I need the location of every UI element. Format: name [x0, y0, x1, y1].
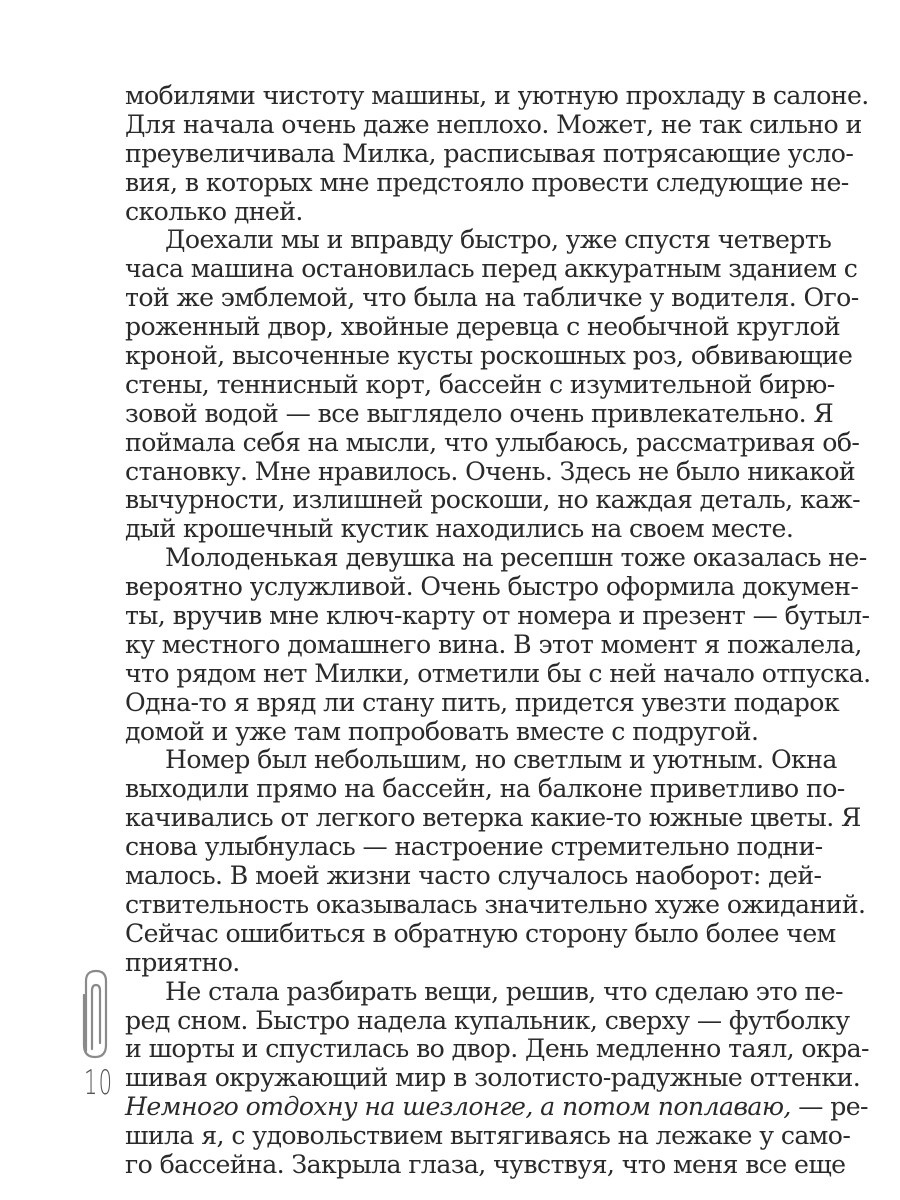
- paragraph-1: [125, 81, 869, 226]
- paragraph-5: [125, 976, 869, 1180]
- text-line: малось. В моей жизни часто случалось наоборот: дей-: [125, 861, 822, 891]
- text-line: снова улыбнулась — настроение стремительно подни-: [125, 832, 823, 862]
- text-line: шивая окружающий мир в золотисто-радужные оттенки.: [125, 1063, 861, 1093]
- text-line: сколько дней.: [125, 196, 303, 226]
- text-line: вия, в которых мне предстояло провести следующие не-: [125, 167, 849, 197]
- paragraph-3: [125, 543, 871, 746]
- text-line: роженный двор, хвойные деревца с необычной круглой: [125, 312, 841, 342]
- text-line: Молоденькая девушка на ресепшн тоже оказалась не-: [165, 543, 867, 573]
- text-line: го бассейна. Закрыла глаза, чувствуя, что меня все еще: [125, 1149, 846, 1179]
- text-line: Для начала очень даже неплохо. Может, не так сильно и: [125, 109, 862, 139]
- text-line-mixed: [125, 1092, 868, 1122]
- text-line: кроной, высоченные кусты роскошных роз, обвивающие: [125, 341, 853, 371]
- text-line: преувеличивала Милка, расписывая потрясающие усло-: [125, 138, 854, 168]
- text-line: той же эмблемой, что была на табличке у водителя. Ого-: [125, 283, 859, 313]
- text-line: качивались от легкого ветерка какие-то южные цветы. Я: [125, 803, 861, 833]
- text-line: домой и уже там попробовать вместе с подругой.: [125, 716, 759, 746]
- text-line: ку местного домашнего вина. В этот момент я пожалела,: [125, 629, 862, 659]
- text-line: ствительность оказывалась значительно хуже ожиданий.: [125, 889, 866, 919]
- text-line: зовой водой — все выглядело очень привлекательно. Я: [125, 398, 834, 428]
- text-line: ты, вручив мне ключ-карту от номера и презент — бутыл-: [125, 601, 870, 631]
- text-line: что рядом нет Милки, отметили бы с ней начало отпуска.: [125, 658, 871, 688]
- text-line: часа машина остановилась перед аккуратным зданием с: [125, 254, 858, 284]
- text-line: и шорты и спустилась во двор. День медленно таял, окра-: [125, 1034, 869, 1064]
- text-line: Не стала разбирать вещи, решив, что сделаю это пе-: [165, 976, 843, 1006]
- text-line: поймала себя на мысли, что улыбаюсь, рассматривая об-: [125, 427, 860, 457]
- text-line: Доехали мы и вправду быстро, уже спустя четверть: [165, 225, 832, 255]
- text-line: становку. Мне нравилось. Очень. Здесь не было никакой: [125, 456, 856, 486]
- text-line: мобилями чистоту машины, и уютную прохладу в салоне.: [125, 81, 869, 110]
- paragraph-4: [125, 745, 866, 977]
- text-line: вычурности, излишней роскоши, но каждая деталь, каж-: [125, 485, 860, 515]
- text-line: Номер был небольшим, но светлым и уютным. Окна: [165, 745, 837, 775]
- body-text: [125, 81, 871, 1180]
- text-line: Одна-то я вряд ли стану пить, придется увезти подарок: [125, 687, 840, 717]
- paragraph-2: [125, 225, 860, 544]
- text-line: выходили прямо на бассейн, на балконе приветливо по-: [125, 774, 845, 804]
- text-line: ред сном. Быстро надела купальник, сверху — футболку: [125, 1005, 850, 1035]
- text-line: вероятно услужливой. Очень быстро оформила докумен-: [125, 572, 859, 602]
- italic-thought: Немного отдохну на шезлонге, а потом поплаваю,: [125, 1092, 791, 1122]
- text-line: шила я, с удовольствием вытягиваясь на лежаке у само-: [125, 1121, 851, 1151]
- text-line: дый крошечный кустик находились на своем месте.: [125, 514, 794, 544]
- text-line: приятно.: [125, 947, 240, 977]
- text-line: Сейчас ошибиться в обратную сторону было более чем: [125, 918, 836, 948]
- page-number: 10: [84, 1063, 114, 1103]
- text-line: стены, теннисный корт, бассейн с изумительной бирю-: [125, 369, 835, 399]
- text-fragment: — ре-: [790, 1092, 868, 1122]
